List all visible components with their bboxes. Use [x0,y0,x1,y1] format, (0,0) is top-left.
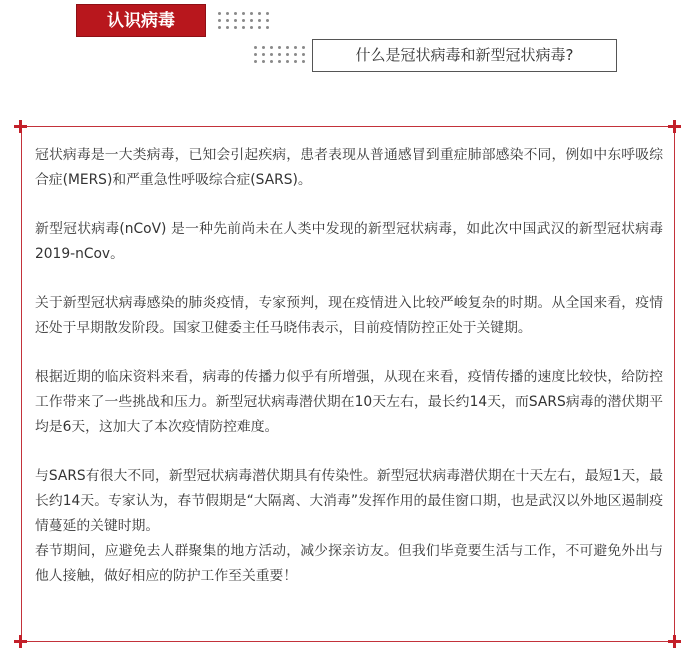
section-tag-label: 认识病毒 [107,11,175,31]
plus-corner-icon [14,120,27,133]
paragraph: 冠状病毒是一大类病毒，已知会引起疾病，患者表现从普通感冒到重症肺部感染不同，例如中东呼吸综合症(MERS)和严重急性呼吸综合症(SARS)。 [35,147,663,188]
paragraph: 关于新型冠状病毒感染的肺炎疫情，专家预判，现在疫情进入比较严峻复杂的时期。从全国来看，疫情还处于早期散发阶段。国家卫健委主任马晓伟表示，目前疫情防控正处于关键期。 [35,295,663,336]
article-body [35,143,663,589]
dot-pattern-decoration [254,46,305,63]
plus-corner-icon [14,635,27,648]
section-tag [76,4,206,37]
plus-corner-icon [668,120,681,133]
paragraph: 根据近期的临床资料来看，病毒的传播力似乎有所增强，从现在来看，疫情传播的速度比较快，给防控工作带来了一些挑战和压力。新型冠状病毒潜伏期在10天左右，最长约14天，而SARS病毒的潜伏期平均是6天，这加大了本次疫情防控难度。 [35,369,663,435]
paragraph: 与SARS有很大不同，新型冠状病毒潜伏期具有传染性。新型冠状病毒潜伏期在十天左右，最短1天，最长约14天。专家认为，春节假期是“大隔离、大消毒”发挥作用的最佳窗口期，也是武汉以外地区遏制疫情蔓延的关键时期。 [35,468,663,534]
dot-pattern-decoration [218,12,269,29]
question-heading [312,39,617,72]
question-text: 什么是冠状病毒和新型冠状病毒? [355,46,574,64]
plus-corner-icon [668,635,681,648]
paragraph: 新型冠状病毒(nCoV) 是一种先前尚未在人类中发现的新型冠状病毒，如此次中国武汉的新型冠状病毒2019-nCov。 [35,221,663,262]
paragraph: 春节期间，应避免去人群聚集的地方活动，减少探亲访友。但我们毕竟要生活与工作，不可避免外出与他人接触，做好相应的防护工作至关重要！ [35,543,663,584]
